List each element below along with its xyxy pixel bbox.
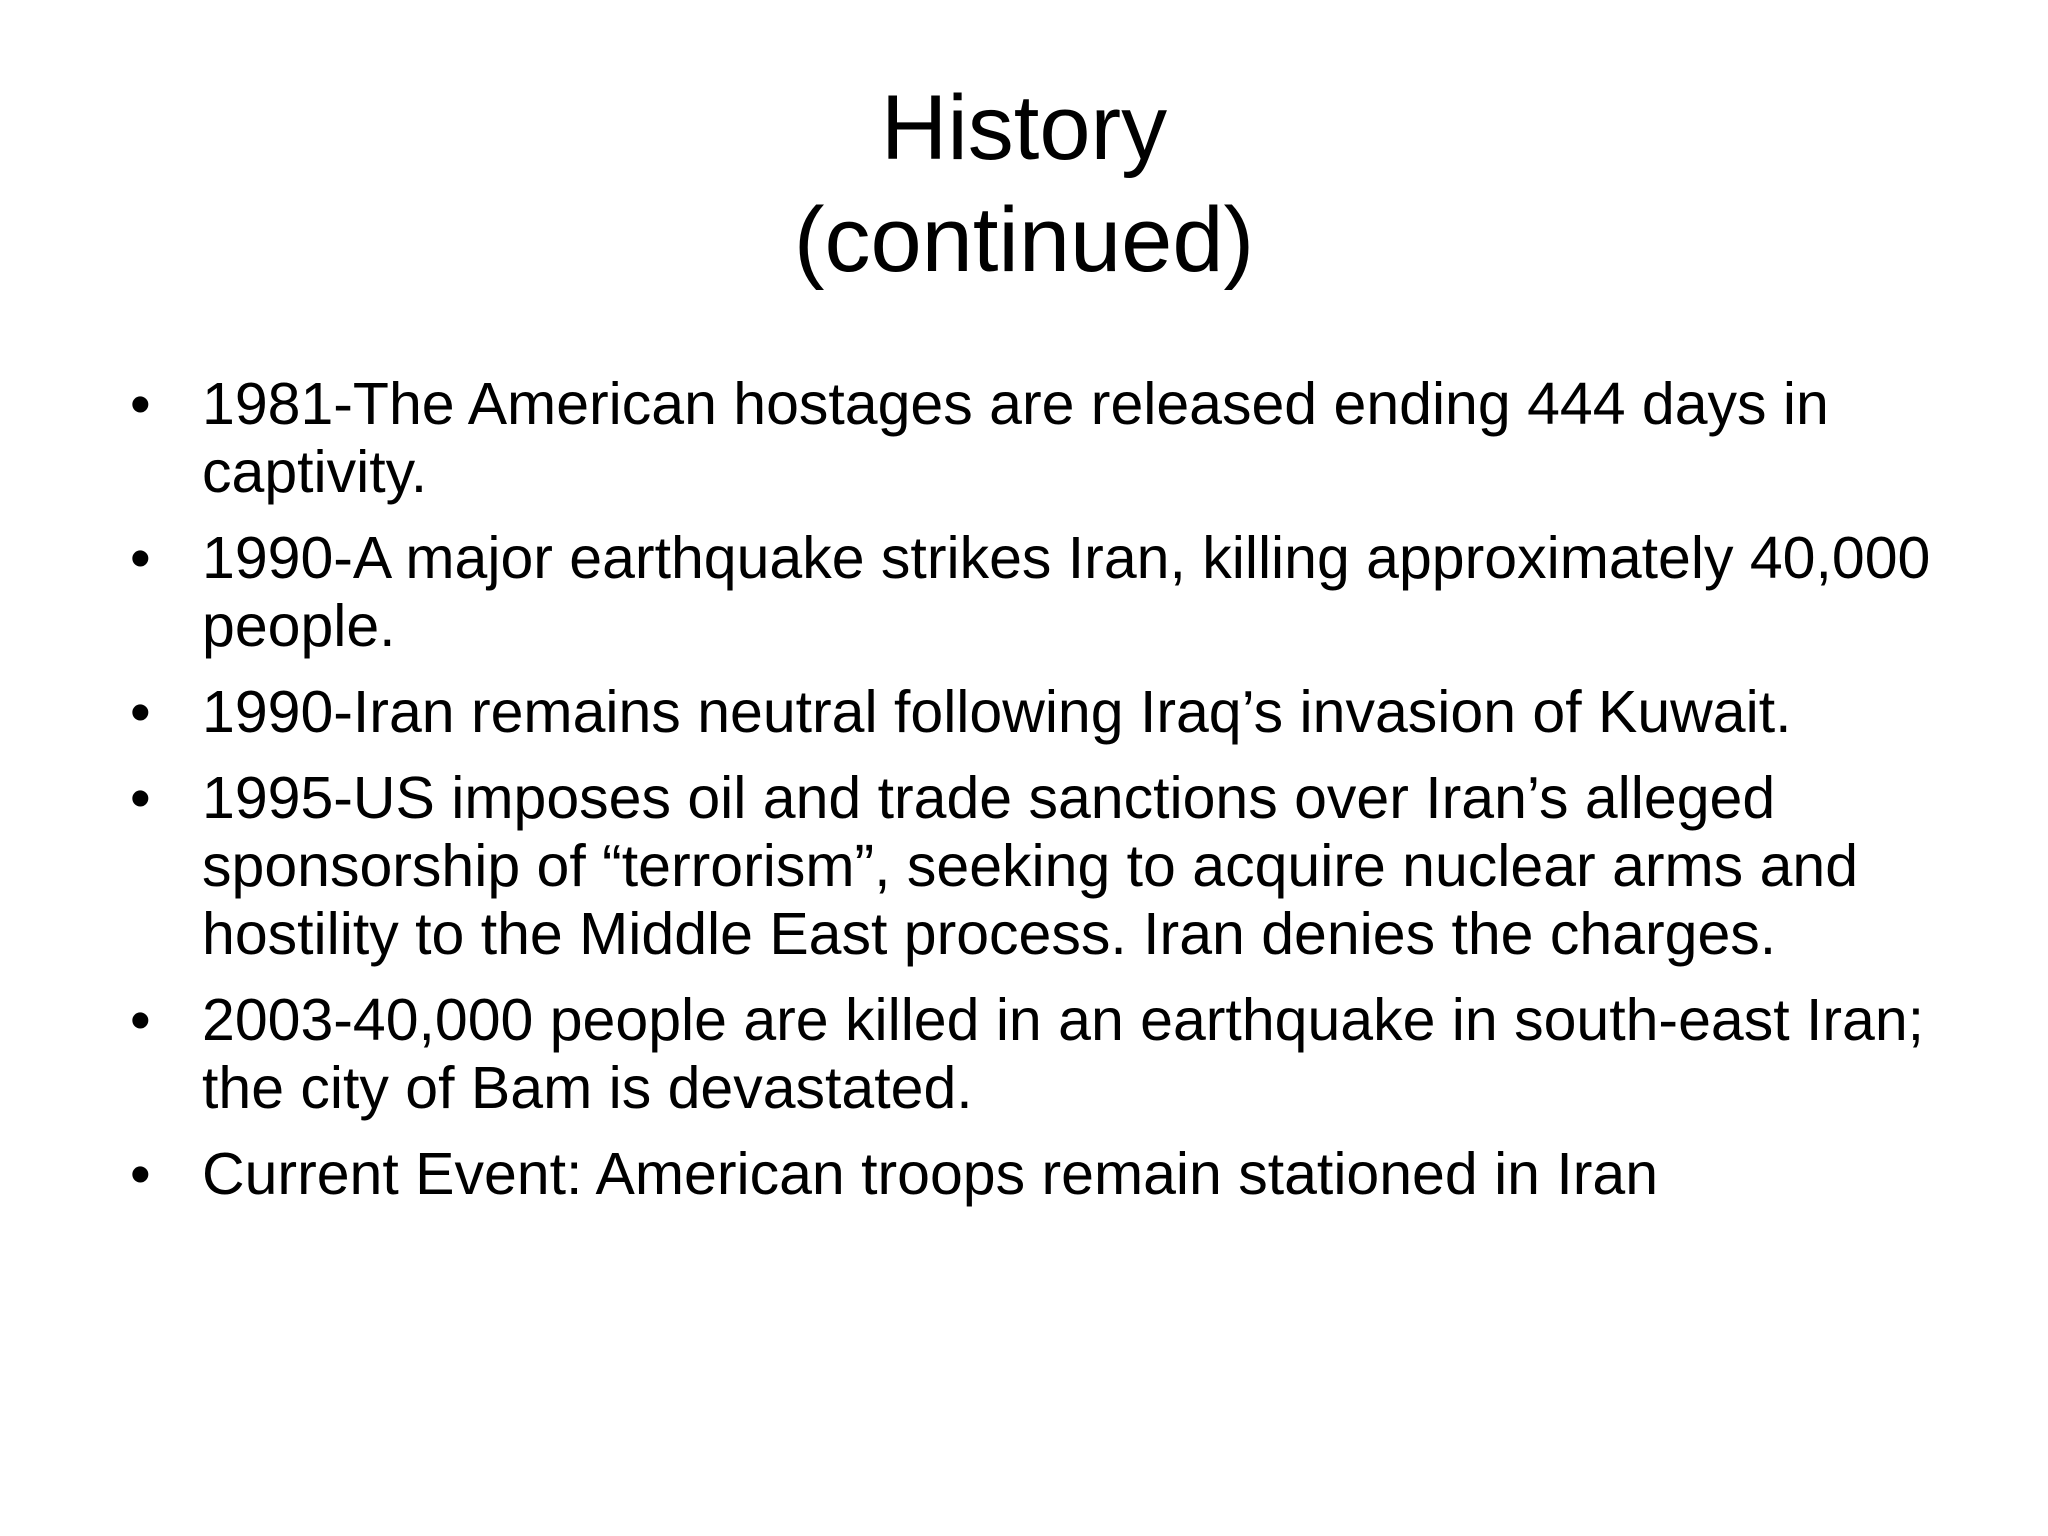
bullet-icon: • (130, 987, 151, 1053)
bullet-icon: • (130, 1141, 151, 1207)
bullet-icon: • (130, 371, 151, 437)
slide-title (0, 72, 2048, 296)
bullet-item-1981 (120, 370, 1950, 506)
bullet-text: 1990-Iran remains neutral following Iraq’s invasion of Kuwait. (202, 679, 1792, 745)
bullet-text: 2003-40,000 people are killed in an earthquake in south-east Iran; the city of Bam is devastated. (202, 987, 1925, 1121)
bullet-icon: • (130, 525, 151, 591)
bullet-item-1990-neutral (120, 678, 1950, 746)
bullet-item-1990-earthquake (120, 524, 1950, 660)
bullet-text: 1981-The American hostages are released ending 444 days in captivity. (202, 371, 1829, 505)
bullet-icon: • (130, 765, 151, 831)
bullet-item-1995 (120, 764, 1950, 968)
bullet-item-current-event (120, 1140, 1950, 1208)
slide-title-line-1: History (880, 77, 1168, 179)
bullet-text: 1990-A major earthquake strikes Iran, killing approximately 40,000 people. (202, 525, 1931, 659)
bullet-item-2003 (120, 986, 1950, 1122)
bullet-text: Current Event: American troops remain stationed in Iran (202, 1141, 1659, 1207)
bullet-icon: • (130, 679, 151, 745)
bullet-text: 1995-US imposes oil and trade sanctions over Iran’s alleged sponsorship of “terrorism”, seeking to acquire nuclear arms and hostility to the Middle East process. Iran denies the charges. (202, 765, 1859, 967)
bullet-list (120, 370, 1950, 1226)
slide-title-line-2: (continued) (793, 189, 1255, 291)
